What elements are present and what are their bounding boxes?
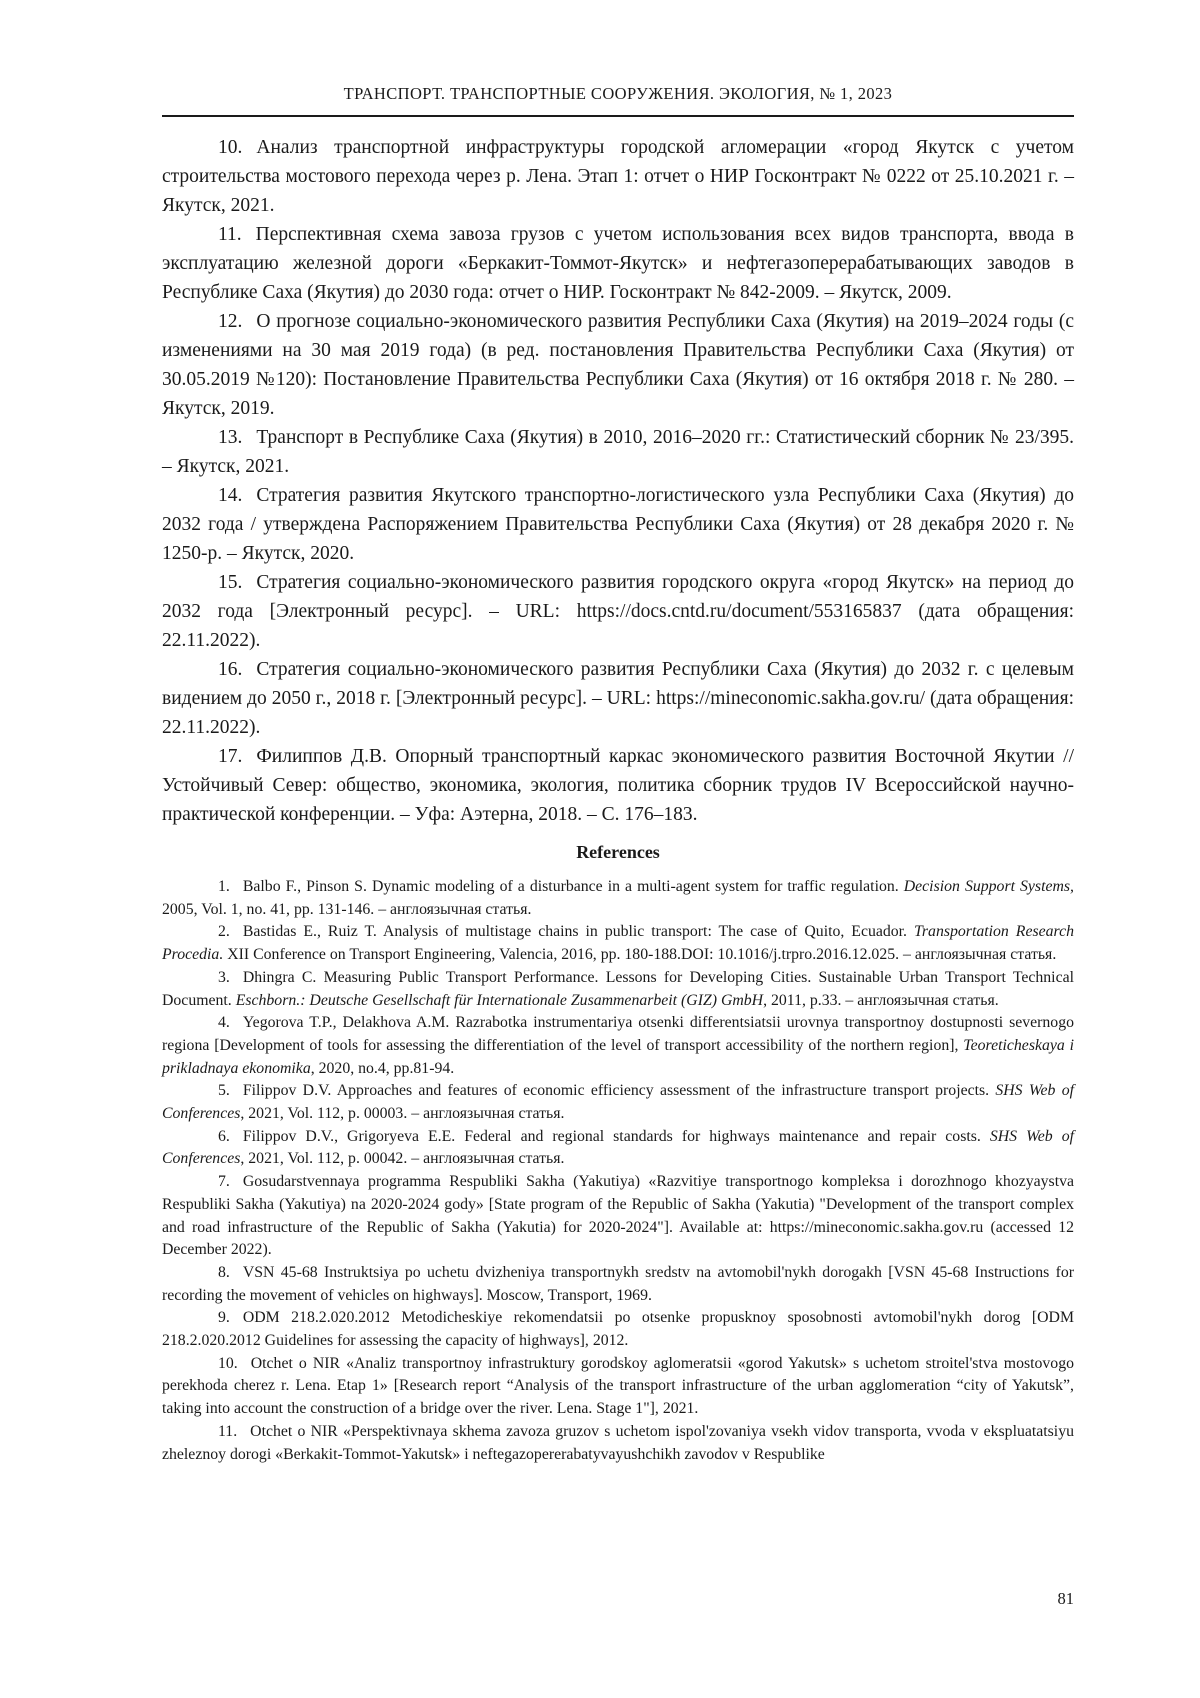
text-run: Filippov D.V. Approaches and features of economic efficiency assessment of the infrastructure transport projects. [242, 1082, 996, 1100]
item-number: 10. [218, 137, 243, 158]
bibliography-item [162, 481, 1074, 568]
item-number: 17. [218, 746, 243, 767]
item-number: 11. [218, 224, 242, 245]
item-number: 6. [218, 1127, 230, 1145]
text-run: XII Conference on Transport Engineering, Valencia, 2016, pp. 180-188.DOI: 10.1016/j.trpro.2016.12.025. – англоязычная статья. [223, 946, 1057, 964]
text-run: Gosudarstvennaya programma Respubliki Sakha (Yakutiya) «Razvitiye transportnogo kompleksa i dorozhnogo khozyaystva Respubliki Sakha (Yakutiya) na 2020-2024 gody» [State program of the Republic of Sakha (Yakutia) "Development of the transport complex and road infrastructure of the Republic of Sakha (Yakutia) for 2020-2024"]. Available at: https://mineconomic.sakha.gov.ru (accessed 12 December 2022). [162, 1173, 1074, 1259]
text-run: , 2011, p.33. – англоязычная статья. [763, 991, 999, 1009]
bibliography-item [162, 1171, 1074, 1262]
journal-header: ТРАНСПОРТ. ТРАНСПОРТНЫЕ СООРУЖЕНИЯ. ЭКОЛОГИЯ, № 1, 2023 [343, 84, 893, 103]
page-content [162, 0, 1074, 1466]
bibliography-item [162, 742, 1074, 829]
italic-source-title: Decision Support Systems, [903, 878, 1074, 895]
text-run: Bastidas E., Ruiz T. Analysis of multistage chains in public transport: The case of Quito, Ecuador. [242, 923, 914, 941]
bibliography-item [162, 1012, 1074, 1080]
bibliography-item [162, 1126, 1074, 1171]
bibliography-item [162, 967, 1074, 1012]
item-number: 13. [218, 427, 243, 448]
text-run: , 2021, Vol. 112, p. 00003. – англоязычная статья. [240, 1105, 565, 1123]
item-number: 8. [218, 1263, 230, 1281]
item-number: 3. [218, 968, 230, 986]
bibliography-item [162, 1262, 1074, 1307]
bibliography-item [162, 423, 1074, 481]
text-run: Стратегия социально-экономического развития Республики Саха (Якутия) до 2032 г. с целевым видением до 2050 г., 2018 г. [Электронный ресурс]. – URL: https://mineconomic.sakha.gov.ru/ (дата обращения: 22.11.2022). [162, 659, 1074, 738]
text-run: Перспективная схема завоза грузов с учетом использования всех видов транспорта, ввода в эксплуатацию железной дороги «Беркакит-Томмот-Якутск» и нефтегазоперерабатывающих заводов в Республике Саха (Якутия) до 2030 года: отчет о НИР. Госконтракт № 842-2009. – Якутск, 2009. [162, 224, 1074, 303]
item-number: 7. [218, 1173, 230, 1191]
text-run: 2005, Vol. 1, no. 41, pp. 131-146. – англоязычная статья. [162, 900, 532, 918]
references-heading: References [576, 842, 660, 862]
bibliography-item [162, 1307, 1074, 1352]
text-run: О прогнозе социально-экономического развития Республики Саха (Якутия) на 2019–2024 годы (с изменениями на 30 мая 2019 года) (в ред. постановления Правительства Республики Саха (Якутия) от 30.05.2019 №120): Постановление Правительства Республики Саха (Якутия) от 16 октября 2018 г. № 280. – Якутск, 2019. [162, 311, 1074, 419]
text-run: Стратегия социально-экономического развития городского округа «город Якутск» на период до 2032 года [Электронный ресурс]. – URL: https://docs.cntd.ru/document/553165837 (дата обращения: 22.11.2022). [162, 572, 1074, 651]
item-number: 9. [218, 1309, 230, 1327]
text-run: Анализ транспортной инфраструктуры городской агломерации «город Якутск с учетом строительства мостового перехода через р. Лена. Этап 1: отчет о НИР Госконтракт № 0222 от 25.10.2021 г. – Якутск, 2021. [162, 137, 1074, 216]
text-run: Otchet o NIR «Analiz transportnoy infrastruktury gorodskoy aglomeratsii «gorod Yakutsk» s uchetom stroitel'stva mostovogo perekhoda cherez r. Lena. Etap 1» [Research report “Analysis of the transport infrastructure of the urban agglomeration “city of Yakutsk”, taking into account the construction of a bridge over the river. Lena. Stage 1"], 2021. [162, 1354, 1074, 1418]
italic-source-title: Teoreticheskaya i prikladnaya ekonomika [162, 1036, 1075, 1077]
item-number: 2. [218, 923, 230, 941]
page-number: 81 [1057, 1589, 1074, 1608]
item-number: 10. [218, 1354, 238, 1372]
item-number: 11. [218, 1422, 238, 1440]
text-run: Yegorova T.P., Delakhova A.M. Razrabotka instrumentariya otsenki differentsiatsii urovnya transportnoy dostupnosti severnogo regiona [Development of tools for assessing the differentiation of the level of transport accessibility of the northern region], [162, 1014, 1074, 1054]
text-run: Filippov D.V., Grigoryeva E.E. Federal and regional standards for highways maintenance and repair costs. [242, 1127, 990, 1145]
bibliography-item [162, 568, 1074, 655]
text-run: , 2020, no.4, pp.81-94. [310, 1059, 455, 1077]
italic-source-title: Transportation Research Procedia. [162, 923, 1074, 964]
text-run: Транспорт в Республике Саха (Якутия) в 2010, 2016–2020 гг.: Статистический сборник № 23/395. – Якутск, 2021. [162, 427, 1074, 477]
bibliography-item [162, 655, 1074, 742]
italic-source-title: SHS Web of Conferences [162, 1127, 1074, 1168]
text-run: Филиппов Д.В. Опорный транспортный каркас экономического развития Восточной Якутии // Устойчивый Север: общество, экономика, экология, политика сборник трудов IV Всероссийской научно-практической конференции. – Уфа: Аэтерна, 2018. – С. 176–183. [162, 746, 1074, 825]
text-run: Otchet o NIR «Perspektivnaya skhema zavoza gruzov s uchetom ispol'zovaniya vsekh vidov transporta, vvoda v ekspluatatsiyu zheleznoy dorogi «Berkakit-Tommot-Yakutsk» i neftegazopererabatyvayushchikh zavodov v Respublike [162, 1422, 1074, 1463]
russian-bibliography-list [162, 133, 1074, 829]
italic-source-title: Eschborn.: Deutsche Gesellschaft für Internationale Zusammenarbeit (GIZ) GmbH [235, 991, 764, 1009]
text-run: VSN 45-68 Instruktsiya po uchetu dvizheniya transportnykh sredstv na avtomobil'nykh dorogakh [VSN 45-68 Instructions for recording the movement of vehicles on highways]. Moscow, Transport, 1969. [162, 1263, 1074, 1304]
bibliography-item [162, 921, 1074, 966]
text-run: Стратегия развития Якутского транспортно-логистического узла Республики Саха (Якутия) до 2032 года / утверждена Распоряжением Правительства Республики Саха (Якутия) от 28 декабря 2020 г. № 1250-р. – Якутск, 2020. [162, 485, 1074, 564]
bibliography-item [162, 220, 1074, 307]
bibliography-item [162, 876, 1074, 921]
bibliography-item [162, 1421, 1074, 1466]
text-run: ODM 218.2.020.2012 Metodicheskiye rekomendatsii po otsenke propusknoy sposobnosti avtomobil'nykh dorog [ODM 218.2.020.2012 Guidelines for assessing the capacity of highways], 2012. [162, 1309, 1074, 1350]
item-number: 14. [218, 485, 243, 506]
item-number: 15. [218, 572, 243, 593]
bibliography-item [162, 1080, 1074, 1125]
italic-source-title: SHS Web of Conferences [162, 1082, 1075, 1123]
bibliography-item [162, 1353, 1074, 1421]
text-run: Balbo F., Pinson S. Dynamic modeling of a disturbance in a multi-agent system for traffic regulation. [242, 878, 904, 895]
item-number: 5. [218, 1082, 230, 1100]
header-rule [162, 115, 1074, 117]
bibliography-item [162, 133, 1074, 220]
english-references-list [162, 876, 1074, 1466]
item-number: 4. [218, 1014, 230, 1032]
bibliography-item [162, 307, 1074, 423]
item-number: 12. [218, 311, 243, 332]
text-run: , 2021, Vol. 112, p. 00042. – англоязычная статья. [240, 1150, 565, 1168]
item-number: 16. [218, 659, 243, 680]
text-run: Dhingra C. Measuring Public Transport Performance. Lessons for Developing Cities. Sustainable Urban Transport Technical Document. [162, 968, 1074, 1009]
item-number: 1. [218, 878, 230, 895]
